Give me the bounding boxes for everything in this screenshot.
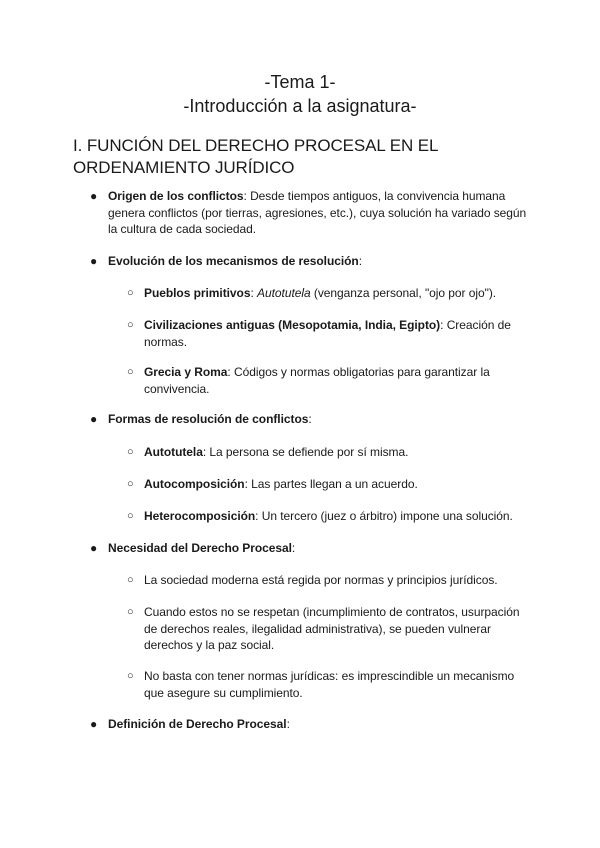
sub-item-cuando: [144, 604, 536, 654]
item-text: La sociedad moderna está regida por normas y principios jurídicos.: [144, 573, 498, 587]
list-item-definicion: [108, 716, 538, 733]
circle-bullet-icon: ○: [127, 606, 134, 618]
sub-item-autocomposicion: [144, 476, 536, 493]
item-text: : Desde tiempos antiguos, la convivencia humana genera conflictos (por tierras, agresiones, etc.), cuya solución ha variado según la cultura de cada sociedad.: [108, 189, 527, 236]
sub-item-pueblos: [144, 285, 536, 302]
item-text: : La persona se defiende por sí misma.: [202, 445, 409, 459]
item-label: Formas de resolución de conflictos: [108, 412, 309, 426]
circle-bullet-icon: ○: [127, 510, 134, 522]
circle-bullet-icon: ○: [127, 574, 134, 586]
item-text: : Creación de normas.: [144, 318, 511, 349]
item-label: Civilizaciones antiguas (Mesopotamia, India, Egipto): [144, 318, 441, 332]
item-text: : Un tercero (juez o árbitro) impone una solución.: [255, 509, 513, 523]
item-label: Autocomposición: [144, 477, 245, 491]
list-item-origen: [108, 188, 538, 238]
item-text: :: [291, 541, 296, 555]
sub-item-sociedad: [144, 572, 536, 589]
bullet-icon: ●: [90, 412, 98, 426]
item-text: Cuando estos no se respetan (incumplimiento de contratos, usurpación de derechos reales, ilegalidad administrativa), se pueden vulnerar derechos y la paz social.: [144, 605, 520, 652]
circle-bullet-icon: ○: [127, 478, 134, 490]
sub-item-heterocomposicion: [144, 508, 536, 525]
item-label: Evolución de los mecanismos de resolución: [108, 254, 359, 268]
item-text: : Las partes llegan a un acuerdo.: [244, 477, 418, 491]
item-label: Pueblos primitivos: [144, 286, 251, 300]
circle-bullet-icon: ○: [127, 446, 134, 458]
bullet-icon: ●: [90, 254, 98, 268]
item-label: Definición de Derecho Procesal: [108, 717, 287, 731]
list-item-evolucion: [108, 253, 538, 270]
circle-bullet-icon: ○: [127, 366, 134, 378]
item-text: (venganza personal, "ojo por ojo").: [310, 286, 497, 300]
sub-item-nobasta: [144, 668, 536, 701]
item-separator: :: [250, 286, 258, 300]
circle-bullet-icon: ○: [127, 287, 134, 299]
list-item-necesidad: [108, 540, 538, 557]
sub-item-autotutela: [144, 444, 536, 461]
item-label: Origen de los conflictos: [108, 189, 244, 203]
bullet-icon: ●: [90, 541, 98, 555]
list-item-formas: [108, 411, 538, 428]
circle-bullet-icon: ○: [127, 670, 134, 682]
item-text: :: [286, 717, 290, 731]
sub-item-grecia: [144, 364, 536, 397]
item-text: No basta con tener normas jurídicas: es imprescindible un mecanismo que asegure su cumplimiento.: [144, 669, 515, 700]
circle-bullet-icon: ○: [127, 319, 134, 331]
item-text: :: [308, 412, 312, 426]
item-italic: Autotutela: [257, 286, 311, 300]
item-label: Heterocomposición: [144, 509, 256, 523]
topic-title: -Tema 1-: [264, 72, 336, 92]
section-heading: I. FUNCIÓN DEL DERECHO PROCESAL EN EL ORDENAMIENTO JURÍDICO: [73, 136, 438, 177]
sub-item-civilizaciones: [144, 317, 536, 350]
topic-subtitle: -Introducción a la asignatura-: [183, 96, 417, 116]
item-label: Necesidad del Derecho Procesal: [108, 541, 292, 555]
item-text: :: [358, 254, 362, 268]
bullet-icon: ●: [90, 189, 98, 203]
item-label: Autotutela: [144, 445, 203, 459]
item-text: : Códigos y normas obligatorias para garantizar la convivencia.: [144, 365, 490, 396]
item-label: Grecia y Roma: [144, 365, 228, 379]
bullet-icon: ●: [90, 717, 98, 731]
